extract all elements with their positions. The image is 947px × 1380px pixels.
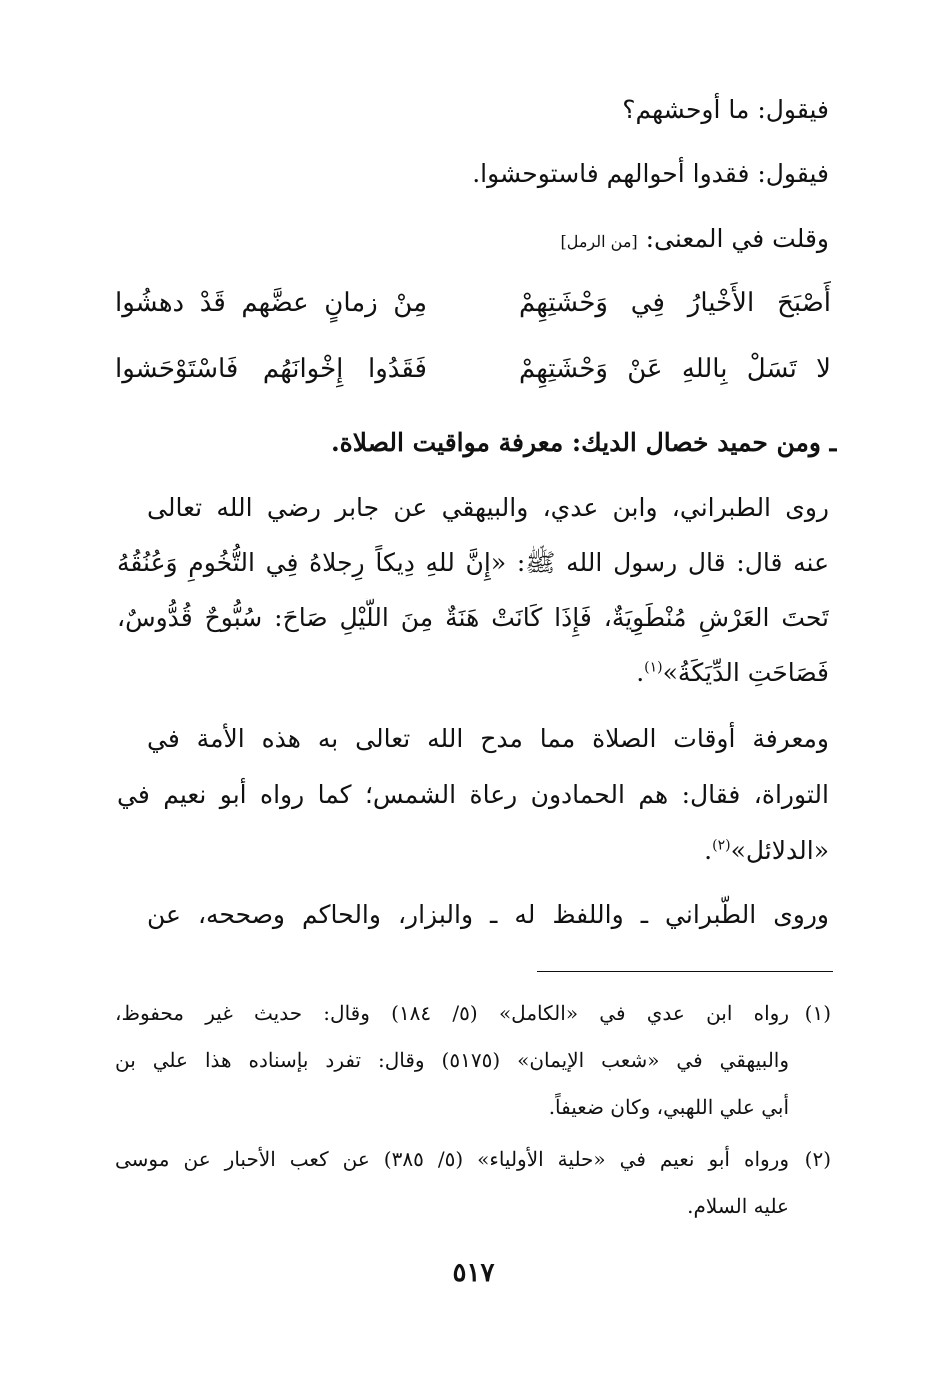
paragraph-1-line-2: عنه قال: قال رسول الله ﷺ: «إِنَّ للهِ دِيكاً رِجلاهُ فِي التُّخُومِ وَعُنُقُهُ [117, 548, 829, 577]
footnote-divider [537, 971, 833, 972]
poem-verse-2-first-hemistich: لا تَسَلْ بِاللهِ عَنْ وَحْشَتِهِمْ [519, 354, 831, 384]
paragraph-1-line-4-text: فَصَاحَتِ الدِّيَكَةُ» [662, 658, 829, 687]
dialogue-line-1: فيقول: ما أوحشهم؟ [622, 95, 829, 124]
verse-intro [117, 219, 829, 262]
paragraph-1-line-3: تَحتَ العَرْشِ مُنْطَوِيَةٌ، فَإِذَا كَانَتْ هَنَةٌ مِنَ اللَّيْلِ صَاحَ: سُبُّوحٌ قُدُّوسٌ، [117, 603, 829, 632]
footnote-1-line-2: والبيهقي في «شعب الإيمان» (٥١٧٥) وقال: تفرد بإسناده هذا علي بن [115, 1048, 789, 1072]
paragraph-2-end-mark: . [704, 836, 713, 865]
paragraph-1-line-4 [117, 653, 829, 693]
footnote-ref-2: (٢) [712, 837, 731, 854]
footnote-1-line-3: أبي علي اللهبي، وكان ضعيفاً. [548, 1095, 789, 1119]
paragraph-1-end-mark: . [636, 658, 645, 687]
footnote-2-line-1 [115, 1142, 831, 1176]
footnote-2-number: (٢) [804, 1147, 831, 1171]
footnote-1-line-1 [115, 996, 831, 1030]
poem-verse-2 [115, 346, 831, 392]
paragraph-2-line-2: التوراة، فقال: هم الحمادون رعاة الشمس؛ كما رواه أبو نعيم في [117, 780, 829, 809]
footnote-2-text-1: ورواه أبو نعيم في «حلية الأولياء» (٥/ ٣٨٥) عن كعب الأحبار عن موسى [115, 1147, 789, 1171]
poem-verse-1-second-hemistich: مِنْ زمانٍ عضَّهم قَدْ دهشُوا [115, 288, 427, 318]
dialogue-line-2: فيقول: فقدوا أحوالهم فاستوحشوا. [472, 159, 829, 188]
footnote-2-line-2: عليه السلام. [687, 1194, 789, 1218]
paragraph-2-line-3 [117, 831, 829, 871]
section-heading: ـ ومن حميد خصال الديك: معرفة مواقيت الصلاة. [330, 428, 837, 457]
footnote-1-number: (١) [804, 1001, 831, 1025]
paragraph-2-line-3-text: «الدلائل» [730, 836, 829, 865]
footnote-1-text-1: رواه ابن عدي في «الكامل» (٥/ ١٨٤) وقال: حديث غير محفوظ، [115, 1001, 789, 1025]
poem-verse-1-first-hemistich: أَصْبَحَ الأَخْيارُ فِي وَحْشَتِهِمْ [519, 288, 831, 318]
paragraph-3-line-1: وروى الطَّبراني ـ واللفظ له ـ والبزار، والحاكم وصححه، عن [147, 900, 829, 929]
footnote-ref-1: (١) [644, 659, 663, 676]
meter-label: [من الرمل] [560, 232, 638, 251]
page-number: ٥١٧ [452, 1258, 495, 1288]
poem-verse-2-second-hemistich: فَقَدُوا إِخْوانَهُم فَاسْتَوْحَشوا [115, 354, 427, 384]
paragraph-2-line-1: ومعرفة أوقات الصلاة مما مدح الله تعالى به هذه الأمة في [147, 724, 829, 753]
paragraph-1-line-1: روى الطبراني، وابن عدي، والبيهقي عن جابر رضي الله تعالى [147, 493, 829, 522]
poem-verse-1 [115, 280, 831, 326]
verse-intro-text: وقلت في المعنى: [645, 224, 829, 253]
